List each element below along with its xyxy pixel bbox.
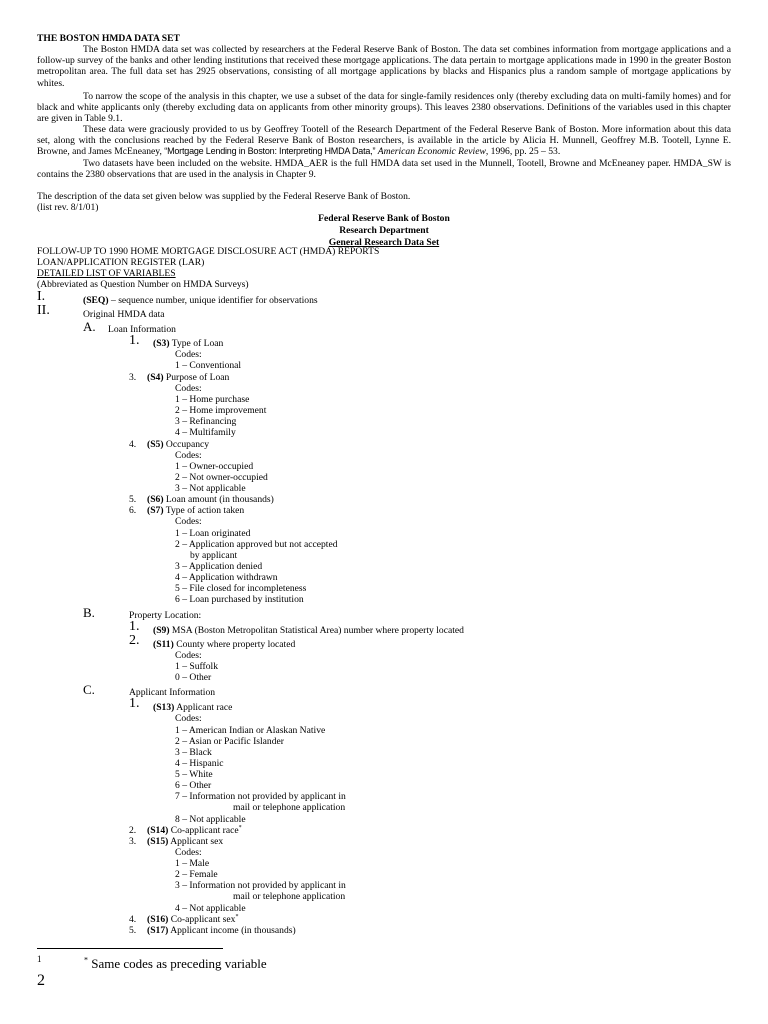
code-item-continued: mail or telephone application xyxy=(233,891,346,902)
outline-a3-number: 3. xyxy=(129,372,137,383)
outline-a6: (S7) Type of action taken xyxy=(147,505,245,516)
code-item: 1 – Conventional xyxy=(175,360,242,371)
outline-c2-number: 2. xyxy=(129,825,137,836)
code-item-continued: mail or telephone application xyxy=(233,802,346,813)
code-item: 3 – Black xyxy=(175,747,212,758)
outline-c3: (S15) Applicant sex xyxy=(147,836,224,847)
header-line-2: Research Department xyxy=(339,225,429,236)
code-item: 2 – Application approved but not accepted xyxy=(175,539,338,550)
header-line-3: General Research Data Set xyxy=(328,237,440,248)
codes-label: Codes: xyxy=(175,349,202,360)
codes-label: Codes: xyxy=(175,713,202,724)
outline-a5-number: 5. xyxy=(129,494,137,505)
journal-name: American Economic Review xyxy=(377,146,486,158)
outline-b1: (S9) MSA (Boston Metropolitan Statistical Area) number where property located xyxy=(153,625,464,636)
abbreviation-note: (Abbreviated as Question Number on HMDA Surveys) xyxy=(37,279,249,290)
code-item: 6 – Loan purchased by institution xyxy=(175,594,304,605)
lar-title: LOAN/APPLICATION REGISTER (LAR) xyxy=(37,257,205,268)
code-item: 0 – Other xyxy=(175,672,212,683)
footnote-marker: * xyxy=(238,824,242,831)
footnote-number: 1 xyxy=(37,954,42,964)
outline-c4: (S16) Co-applicant sex* xyxy=(147,913,239,925)
outline-item-seq: (SEQ) – sequence number, unique identifier for observations xyxy=(83,295,318,306)
outline-c5: (S17) Applicant income (in thousands) xyxy=(147,925,296,936)
outline-roman-I: I. xyxy=(37,289,46,304)
outline-letter-A: A. xyxy=(83,319,96,334)
outline-b2: (S11) County where property located xyxy=(153,639,296,650)
code-item: 4 – Not applicable xyxy=(175,903,246,914)
outline-c3-number: 3. xyxy=(129,836,137,847)
paragraph-1: The Boston HMDA data set was collected by researchers at the Federal Reserve Bank of Boston. The data set combines information from mortgage applications and a follow-up survey of the banks and other lending institutions that received these mortgage applications. The data pertain to mortgage applications made in 1990 in the greater Boston metropolitan area. The full data set has 2925 observations, consisting of all mortgage applications by blacks and Hispanics plus a random sample of mortgage applications by whites. xyxy=(37,44,731,89)
code-item: 1 – American Indian or Alaskan Native xyxy=(175,725,326,736)
codes-label: Codes: xyxy=(175,383,202,394)
outline-b2-number: 2. xyxy=(129,633,140,648)
detailed-list-heading: DETAILED LIST OF VARIABLES xyxy=(37,268,176,279)
followup-title: FOLLOW-UP TO 1990 HOME MORTGAGE DISCLOSURE ACT (HMDA) REPORTS xyxy=(37,246,380,257)
outline-a5: (S6) Loan amount (in thousands) xyxy=(147,494,274,505)
code-item-continued: by applicant xyxy=(190,550,238,561)
codes-label: Codes: xyxy=(175,516,202,527)
code-item: 3 – Application denied xyxy=(175,561,263,572)
code-item: 6 – Other xyxy=(175,780,212,791)
header-line-1: Federal Reserve Bank of Boston xyxy=(318,213,450,224)
outline-a4: (S5) Occupancy xyxy=(147,439,210,450)
code-item: 2 – Female xyxy=(175,869,218,880)
outline-applicant-information: Applicant Information xyxy=(129,687,216,698)
outline-a3: (S4) Purpose of Loan xyxy=(147,372,230,383)
list-revision: (list rev. 8/1/01) xyxy=(37,202,99,213)
outline-loan-information: Loan Information xyxy=(108,324,176,335)
outline-c1-number: 1. xyxy=(129,696,140,711)
outline-roman-II: II. xyxy=(37,303,50,318)
document-title: THE BOSTON HMDA DATA SET xyxy=(37,33,180,44)
code-item: 5 – White xyxy=(175,769,213,780)
outline-c1: (S13) Applicant race xyxy=(153,702,233,713)
code-item: 1 – Loan originated xyxy=(175,528,251,539)
outline-a6-number: 6. xyxy=(129,505,137,516)
outline-letter-C: C. xyxy=(83,682,95,697)
page-number: 2 xyxy=(37,972,45,989)
code-item: 2 – Not owner-occupied xyxy=(175,472,268,483)
outline-b1-number: 1. xyxy=(129,619,140,634)
code-item: 7 – Information not provided by applicant in xyxy=(175,791,346,802)
code-item: 2 – Asian or Pacific Islander xyxy=(175,736,284,747)
code-item: 3 – Refinancing xyxy=(175,416,237,427)
code-item: 1 – Owner-occupied xyxy=(175,461,254,472)
codes-label: Codes: xyxy=(175,847,202,858)
outline-c2: (S14) Co-applicant race* xyxy=(147,824,242,836)
outline-property-location: Property Location: xyxy=(129,610,202,621)
paragraph-4: Two datasets have been included on the website. HMDA_AER is the full HMDA data set used in the Munnell, Tootell, Browne and McEneaney paper. HMDA_SW is contains the 2380 observations that are used in the analysis in Chapter 9. xyxy=(37,158,731,181)
description-line: The description of the data set given below was supplied by the Federal Reserve Bank of Boston. xyxy=(37,191,411,202)
outline-a1-number: 1. xyxy=(129,333,140,348)
outline-c5-number: 5. xyxy=(129,925,137,936)
code-item: 1 – Suffolk xyxy=(175,661,218,672)
code-item: 8 – Not applicable xyxy=(175,814,246,825)
footnote-text: * Same codes as preceding variable xyxy=(84,955,267,971)
code-item: 3 – Information not provided by applicant in xyxy=(175,880,346,891)
code-item: 4 – Hispanic xyxy=(175,758,224,769)
footnote-separator xyxy=(37,948,223,949)
code-item: 1 – Home purchase xyxy=(175,394,250,405)
code-item: 3 – Not applicable xyxy=(175,483,246,494)
code-item: 4 – Multifamily xyxy=(175,427,236,438)
outline-item-original-hmda: Original HMDA data xyxy=(83,309,165,320)
code-item: 1 – Male xyxy=(175,858,210,869)
outline-c4-number: 4. xyxy=(129,914,137,925)
codes-label: Codes: xyxy=(175,650,202,661)
footnote-marker: * xyxy=(235,913,239,920)
code-item: 4 – Application withdrawn xyxy=(175,572,278,583)
paragraph-2: To narrow the scope of the analysis in this chapter, we use a subset of the data for single-family residences only (thereby excluding data on multi-family homes) and for black and white applicants only (thereby excluding data on applicants from other minority groups). This leaves 2380 observations. Definitions of the variables used in this chapter are given in Table 9.1. xyxy=(37,91,731,125)
paragraph-3: These data were graciously provided to us by Geoffrey Tootell of the Research Department of the Federal Reserve Bank of Boston. More information about this data set, along with the conclusions reached by the Federal Reserve Bank of Boston researchers, is available in the article by Alicia H. Munnell, Geoffrey M.B. Tootell, Lynne E. Browne, and James McEneaney, “Mortgage Lending in Boston: Interpreting HMDA Data,” American Economic Review, 1996, pp. 25 – 53. xyxy=(37,124,731,158)
article-title: “Mortgage Lending in Boston: Interpreting HMDA Data,” xyxy=(164,146,376,157)
outline-a1: (S3) Type of Loan xyxy=(153,338,224,349)
codes-label: Codes: xyxy=(175,450,202,461)
code-item: 5 – File closed for incompleteness xyxy=(175,583,307,594)
footnote-star: * xyxy=(84,955,88,965)
outline-letter-B: B. xyxy=(83,605,95,620)
outline-a4-number: 4. xyxy=(129,439,137,450)
code-item: 2 – Home improvement xyxy=(175,405,267,416)
